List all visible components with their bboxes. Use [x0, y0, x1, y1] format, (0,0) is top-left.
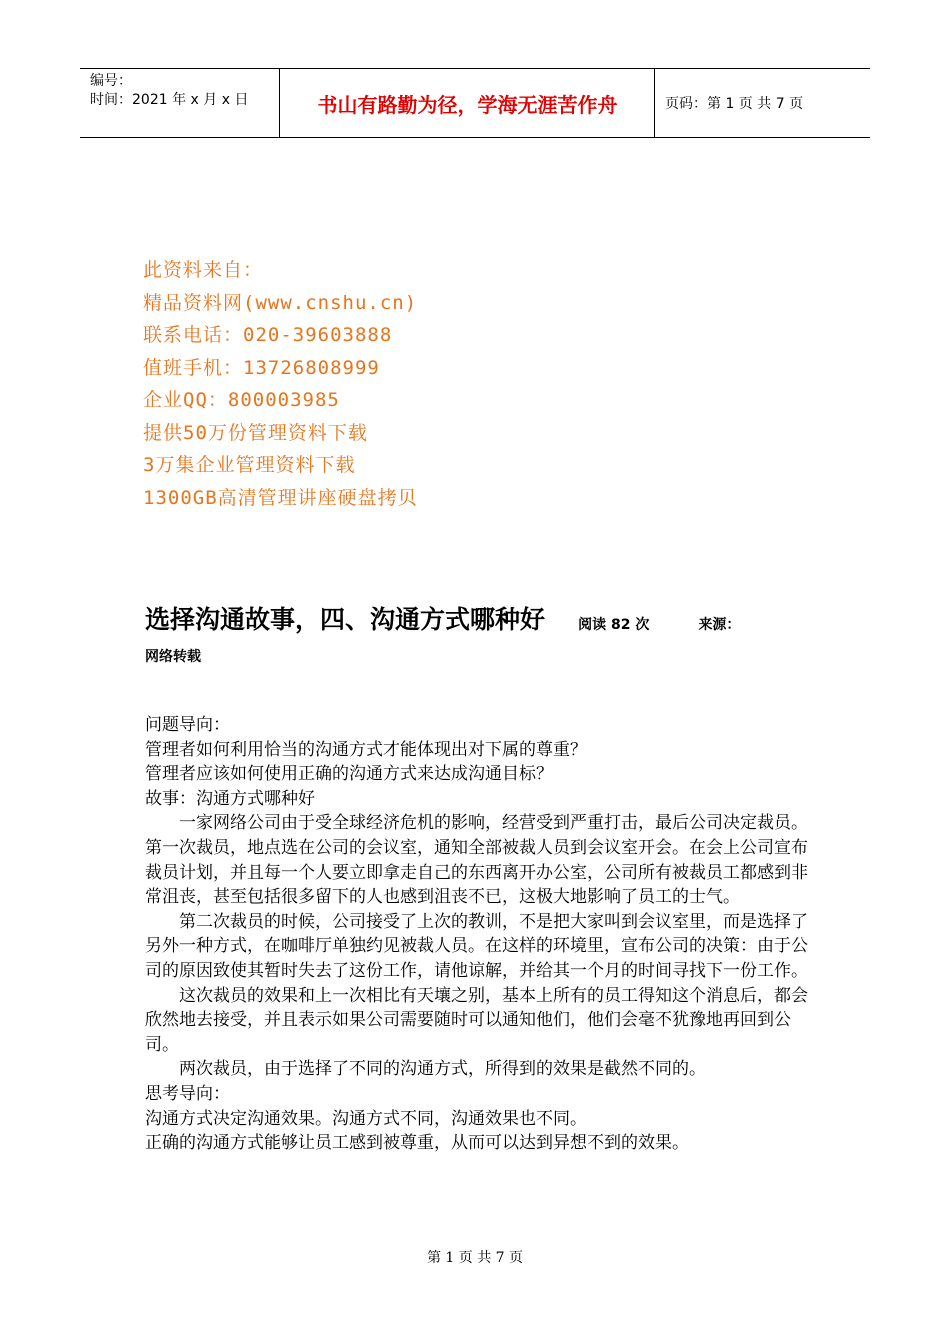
- paragraph: 故事：沟通方式哪种好: [145, 788, 315, 809]
- promo-line: 1300GB高清管理讲座硬盘拷贝: [143, 486, 418, 509]
- read-count: 阅读 82 次: [578, 616, 650, 633]
- source-label: 来源：: [698, 616, 741, 633]
- paragraph: 一家网络公司由于受全球经济危机的影响，经营受到严重打击，最后公司决定裁员。第一次裁员，地点选在公司的会议室，通知全部被裁人员到会议室开会。在会上公司宣布裁员计划，并且每一个人要立即拿走自己的东西离开办公室，公司所有被裁员工都感到非常沮丧，甚至包括很多留下的人也感到沮丧不已，这极大地影响了员工的士气。: [145, 813, 808, 908]
- promo-line: 提供50万份管理资料下载: [143, 421, 368, 444]
- paragraph: 问题导向：: [145, 715, 230, 735]
- page-info: 页码：第 1 页 共 7 页: [665, 96, 804, 112]
- promo-line: 企业QQ：800003985: [143, 389, 340, 411]
- article-body: [145, 713, 810, 1156]
- paragraph: 两次裁员，由于选择了不同的沟通方式，所得到的效果是截然不同的。: [179, 1059, 706, 1080]
- promo-line: 联系电话：020-39603888: [143, 324, 393, 346]
- paragraph: 正确的沟通方式能够让员工感到被尊重，从而可以达到异想不到的效果。: [145, 1133, 689, 1154]
- promo-line: 此资料来自：: [143, 259, 264, 281]
- source-value: 网络转载: [145, 649, 201, 665]
- article-title-line: [145, 600, 845, 636]
- promo-block: [143, 254, 418, 514]
- paragraph: 沟通方式决定沟通效果。沟通方式不同，沟通效果也不同。: [145, 1108, 587, 1129]
- paragraph: 这次裁员的效果和上一次相比有天壤之别，基本上所有的员工得知这个消息后，都会欣然地去接受，并且表示如果公司需要随时可以通知他们，他们会毫不犹豫地再回到公司。: [145, 985, 808, 1055]
- paragraph: 管理者应该如何使用正确的沟通方式来达成沟通目标？: [145, 764, 553, 785]
- header-left-cell: [80, 69, 280, 137]
- paragraph: 管理者如何利用恰当的沟通方式才能体现出对下属的尊重？: [145, 739, 587, 760]
- header-table: [80, 68, 870, 138]
- promo-line: 3万集企业管理资料下载: [143, 454, 356, 476]
- paragraph: 第二次裁员的时候，公司接受了上次的教训，不是把大家叫到会议室里，而是选择了另外一种方式，在咖啡厅单独约见被裁人员。在这样的环境里，宣布公司的决策：由于公司的原因致使其暂时失去了这份工作，请他谅解，并给其一个月的时间寻找下一份工作。: [145, 911, 808, 981]
- promo-line: 精品资料网(www.cnshu.cn): [143, 291, 418, 314]
- number-label: 编号：: [90, 73, 132, 89]
- paragraph: 思考导向：: [145, 1083, 230, 1104]
- motto: 书山有路勤为径，学海无涯苦作舟: [281, 69, 655, 137]
- page-footer: 第 1 页 共 7 页: [426, 1250, 524, 1266]
- article-title: 选择沟通故事，四、沟通方式哪种好: [145, 605, 546, 634]
- promo-line: 值班手机：13726808999: [143, 356, 380, 379]
- time-label: 时间：2021 年 x 月 x 日: [90, 92, 249, 108]
